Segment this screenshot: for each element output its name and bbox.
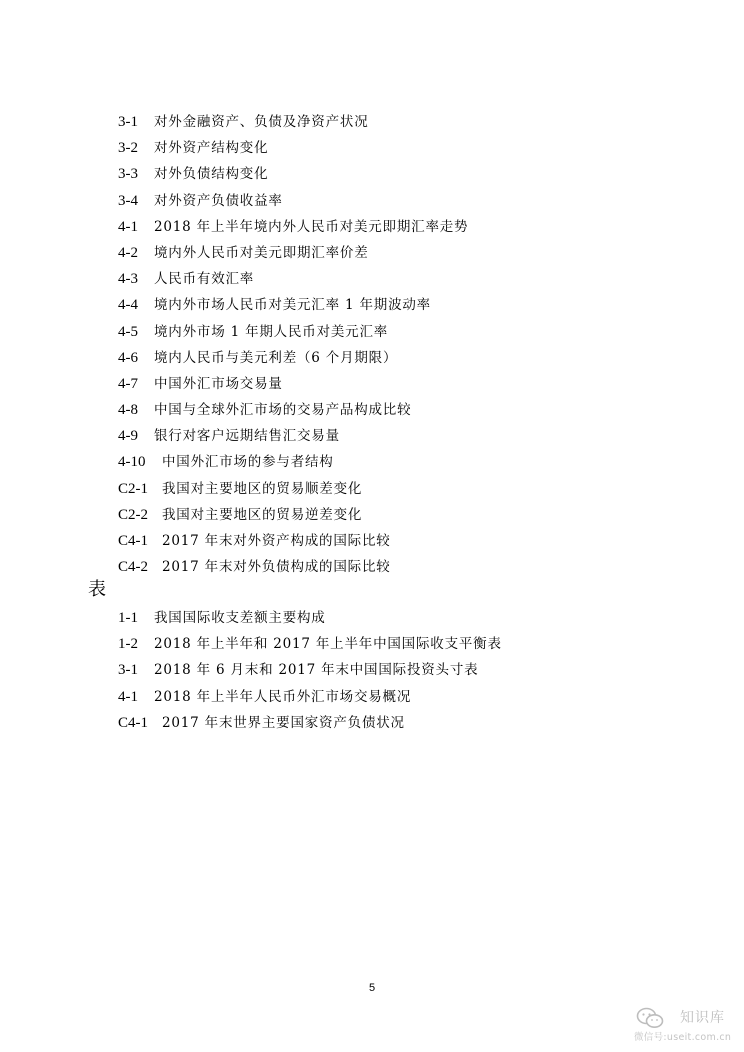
item-title: 我国对主要地区的贸易顺差变化 bbox=[162, 480, 363, 497]
figure-list-item bbox=[118, 400, 468, 426]
item-title: 2017 年末对外负债构成的国际比较 bbox=[162, 559, 391, 576]
item-number: 1-2 bbox=[118, 636, 138, 653]
figure-list-item bbox=[118, 322, 468, 348]
table-section-heading: 表 bbox=[88, 579, 106, 600]
item-title: 中国外汇市场交易量 bbox=[154, 375, 283, 392]
item-number: 3-1 bbox=[118, 114, 138, 130]
item-number: C4-1 bbox=[118, 533, 148, 549]
item-number: 4-10 bbox=[118, 454, 146, 471]
watermark-wechat-id: 微信号:useit.com.cn bbox=[634, 1032, 732, 1043]
figure-list-item bbox=[118, 505, 468, 531]
item-number: 4-3 bbox=[118, 271, 138, 288]
table-list-item bbox=[118, 660, 502, 686]
item-title: 2017 年末世界主要国家资产负债状况 bbox=[162, 714, 405, 731]
figure-list-item bbox=[118, 112, 468, 138]
figure-list-item bbox=[118, 479, 468, 505]
figure-list-item bbox=[118, 531, 468, 557]
item-title: 中国外汇市场的参与者结构 bbox=[162, 454, 334, 471]
figure-list-item bbox=[118, 374, 468, 400]
figure-list-item bbox=[118, 269, 468, 295]
watermark bbox=[624, 1005, 734, 1047]
item-number: 3-3 bbox=[118, 166, 138, 183]
item-number: 4-8 bbox=[118, 402, 138, 419]
item-number: C4-1 bbox=[118, 714, 148, 731]
item-number: 4-4 bbox=[118, 297, 138, 314]
item-title: 对外资产负债收益率 bbox=[154, 192, 283, 209]
item-number: 4-9 bbox=[118, 428, 138, 445]
figure-list-item bbox=[118, 164, 468, 190]
item-title: 人民币有效汇率 bbox=[154, 271, 255, 288]
figure-list-item bbox=[118, 348, 468, 374]
table-list bbox=[118, 608, 502, 739]
page-number: 5 bbox=[368, 982, 376, 994]
item-number: 4-1 bbox=[118, 218, 138, 235]
item-title: 境内外市场 1 年期人民币对美元汇率 bbox=[154, 323, 389, 340]
item-title: 2018 年上半年人民币外汇市场交易概况 bbox=[154, 688, 412, 705]
table-list-item bbox=[118, 713, 502, 739]
item-number: 4-2 bbox=[118, 244, 138, 261]
watermark-brand: 知识库 bbox=[680, 1010, 725, 1026]
item-title: 境内人民币与美元利差（6 个月期限） bbox=[154, 349, 398, 366]
item-title: 境内外人民币对美元即期汇率价差 bbox=[154, 244, 369, 261]
item-title: 对外负债结构变化 bbox=[154, 166, 269, 183]
item-number: 3-2 bbox=[118, 140, 138, 157]
item-title: 2018 年 6 月末和 2017 年末中国国际投资头寸表 bbox=[154, 662, 479, 679]
item-number: 1-1 bbox=[118, 610, 138, 626]
figure-list-item bbox=[118, 452, 468, 478]
item-title: 2018 年上半年境内外人民币对美元即期汇率走势 bbox=[154, 218, 469, 235]
item-title: 对外金融资产、负债及净资产状况 bbox=[154, 114, 369, 130]
item-title: 2018 年上半年和 2017 年上半年中国国际收支平衡表 bbox=[154, 636, 502, 653]
figure-list-item bbox=[118, 217, 468, 243]
item-title: 我国对主要地区的贸易逆差变化 bbox=[162, 506, 363, 523]
item-title: 中国与全球外汇市场的交易产品构成比较 bbox=[154, 402, 412, 419]
item-number: 3-1 bbox=[118, 662, 138, 679]
figure-list-item bbox=[118, 426, 468, 452]
figure-list-item bbox=[118, 557, 468, 583]
item-number: 4-1 bbox=[118, 688, 138, 705]
table-list-item bbox=[118, 634, 502, 660]
item-number: C2-2 bbox=[118, 506, 148, 523]
item-number: 3-4 bbox=[118, 192, 138, 209]
item-title: 对外资产结构变化 bbox=[154, 140, 269, 157]
table-list-item bbox=[118, 687, 502, 713]
item-title: 我国国际收支差额主要构成 bbox=[154, 610, 326, 626]
figure-list-item bbox=[118, 138, 468, 164]
item-title: 2017 年末对外资产构成的国际比较 bbox=[162, 533, 391, 549]
item-number: 4-5 bbox=[118, 323, 138, 340]
item-number: 4-7 bbox=[118, 375, 138, 392]
figure-list-item bbox=[118, 191, 468, 217]
item-number: C2-1 bbox=[118, 480, 148, 497]
item-number: 4-6 bbox=[118, 349, 138, 366]
wechat-icon bbox=[636, 1007, 664, 1029]
item-title: 银行对客户远期结售汇交易量 bbox=[154, 428, 340, 445]
table-list-item bbox=[118, 608, 502, 634]
item-number: C4-2 bbox=[118, 559, 148, 576]
figure-list-item bbox=[118, 243, 468, 269]
figure-list-item bbox=[118, 295, 468, 321]
item-title: 境内外市场人民币对美元汇率 1 年期波动率 bbox=[154, 297, 431, 314]
figure-list bbox=[118, 112, 468, 583]
